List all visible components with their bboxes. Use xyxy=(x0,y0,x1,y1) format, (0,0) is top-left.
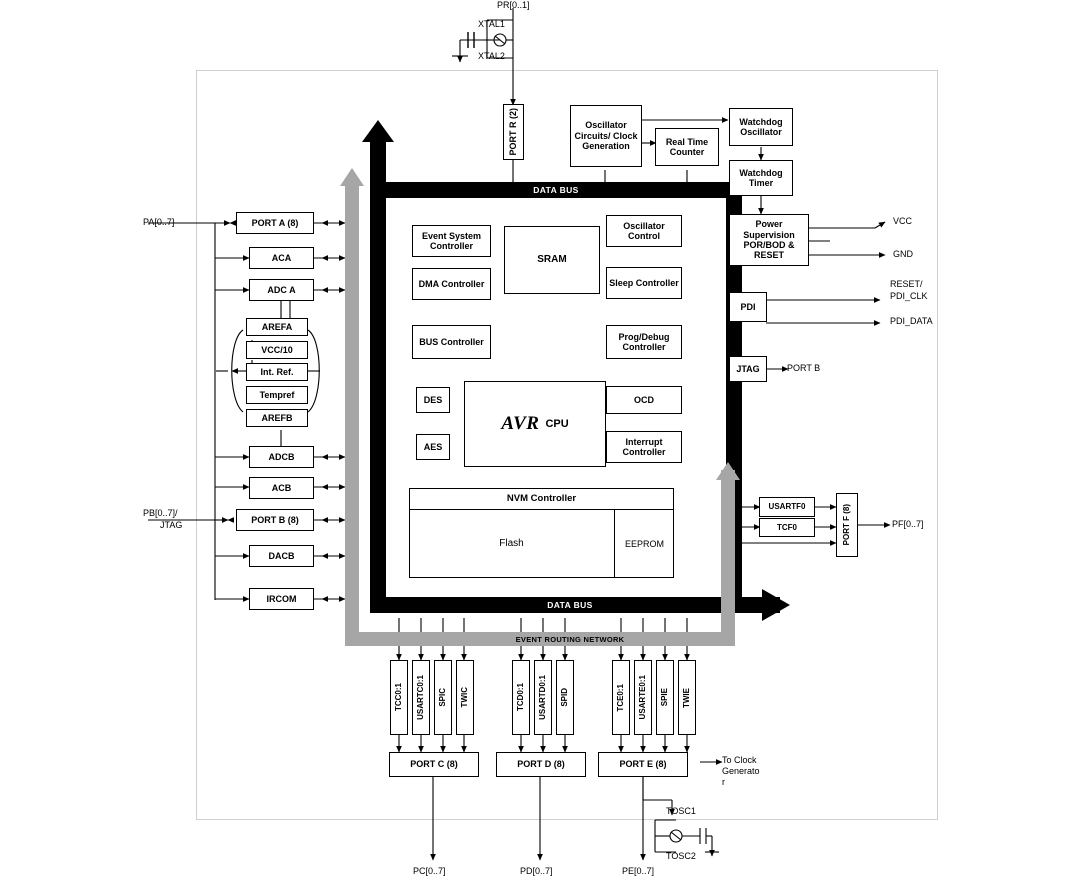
block-twie[interactable] xyxy=(678,660,696,735)
block-twic[interactable] xyxy=(456,660,474,735)
block-avr-cpu[interactable] xyxy=(464,381,606,467)
label-pr01: PR[0..1] xyxy=(497,0,530,10)
label-jtag-pin: JTAG xyxy=(160,520,183,530)
block-adca[interactable]: ADC A xyxy=(249,279,314,301)
block-port-f[interactable] xyxy=(836,493,858,557)
block-port-e[interactable]: PORT E (8) xyxy=(598,752,688,777)
block-tce01-label: TCE0:1 xyxy=(616,683,626,712)
block-tcc01[interactable] xyxy=(390,660,408,735)
label-pd07: PD[0..7] xyxy=(520,866,553,876)
block-spid[interactable] xyxy=(556,660,574,735)
block-twie-label: TWIE xyxy=(682,687,692,708)
block-acb[interactable]: ACB xyxy=(249,477,314,499)
data-bus-left xyxy=(370,135,386,605)
label-xtal2: XTAL2 xyxy=(478,51,505,61)
block-sleep-controller[interactable]: Sleep Controller xyxy=(606,267,682,299)
block-ircom[interactable]: IRCOM xyxy=(249,588,314,610)
block-port-a[interactable]: PORT A (8) xyxy=(236,212,314,234)
block-tcc01-label: TCC0:1 xyxy=(394,683,404,712)
block-ocd[interactable]: OCD xyxy=(606,386,682,414)
label-pf07: PF[0..7] xyxy=(892,519,924,529)
block-power-supervision[interactable]: Power Supervision POR/BOD & RESET xyxy=(729,214,809,266)
block-spid-label: SPID xyxy=(560,688,570,707)
label-reset: RESET/ xyxy=(890,279,923,289)
label-pdi-data: PDI_DATA xyxy=(890,316,933,326)
block-port-d[interactable]: PORT D (8) xyxy=(496,752,586,777)
label-xtal1: XTAL1 xyxy=(478,19,505,29)
data-bus-top-label: DATA BUS xyxy=(533,185,579,195)
block-tempref[interactable]: Tempref xyxy=(246,386,308,404)
label-tosc2: TOSC2 xyxy=(666,851,696,861)
block-flash[interactable]: Flash xyxy=(499,538,524,550)
avr-logo: AVR xyxy=(501,413,540,434)
label-pa07: PA[0..7] xyxy=(143,217,175,227)
block-dacb[interactable]: DACB xyxy=(249,545,314,567)
block-oscillator-circuits[interactable]: Oscillator Circuits/ Clock Generation xyxy=(570,105,642,167)
block-watchdog-timer[interactable]: Watchdog Timer xyxy=(729,160,793,196)
block-usarte01-label: USARTE0:1 xyxy=(638,675,648,720)
data-bus-bottom-label: DATA BUS xyxy=(547,600,593,610)
block-dma-controller[interactable]: DMA Controller xyxy=(412,268,491,300)
block-usartc01[interactable] xyxy=(412,660,430,735)
block-usartc01-label: USARTC0:1 xyxy=(416,675,426,720)
block-nvm-controller[interactable]: NVM Controller xyxy=(409,488,674,510)
block-tcf0[interactable]: TCF0 xyxy=(759,518,815,537)
block-arefb[interactable]: AREFB xyxy=(246,409,308,427)
block-interrupt-controller[interactable]: Interrupt Controller xyxy=(606,431,682,463)
label-pb07: PB[0..7]/ xyxy=(143,508,178,518)
block-twic-label: TWIC xyxy=(460,687,470,708)
block-aes[interactable]: AES xyxy=(416,434,450,460)
cpu-label: CPU xyxy=(545,418,569,430)
block-spie-label: SPIE xyxy=(660,688,670,707)
block-prog-debug-controller[interactable]: Prog/Debug Controller xyxy=(606,325,682,359)
event-routing-network-label: EVENT ROUTING NETWORK xyxy=(515,635,625,644)
block-tcd01-label: TCD0:1 xyxy=(516,683,526,712)
block-pdi[interactable]: PDI xyxy=(729,292,767,322)
label-gnd: GND xyxy=(893,249,913,259)
block-usarte01[interactable] xyxy=(634,660,652,735)
block-watchdog-oscillator[interactable]: Watchdog Oscillator xyxy=(729,108,793,146)
block-usartd01[interactable] xyxy=(534,660,552,735)
block-port-f-label: PORT F (8) xyxy=(842,504,852,546)
block-int-ref[interactable]: Int. Ref. xyxy=(246,363,308,381)
block-jtag[interactable]: JTAG xyxy=(729,356,767,382)
block-port-r-label: PORT R (2) xyxy=(508,108,519,156)
block-port-b[interactable]: PORT B (8) xyxy=(236,509,314,531)
block-real-time-counter[interactable]: Real Time Counter xyxy=(655,128,719,166)
label-pc07: PC[0..7] xyxy=(413,866,446,876)
label-port-b-out: PORT B xyxy=(787,363,821,373)
block-spic[interactable] xyxy=(434,660,452,735)
block-vcc10[interactable]: VCC/10 xyxy=(246,341,308,359)
block-usartd01-label: USARTD0:1 xyxy=(538,675,548,720)
block-port-c[interactable]: PORT C (8) xyxy=(389,752,479,777)
label-pe07: PE[0..7] xyxy=(622,866,655,876)
label-to-clock-generator-cont: r xyxy=(722,777,725,787)
block-aca[interactable]: ACA xyxy=(249,247,314,269)
block-sram[interactable]: SRAM xyxy=(504,226,600,294)
block-tce01[interactable] xyxy=(612,660,630,735)
block-oscillator-control[interactable]: Oscillator Control xyxy=(606,215,682,247)
label-tosc1: TOSC1 xyxy=(666,806,696,816)
block-spie[interactable] xyxy=(656,660,674,735)
block-event-system-controller[interactable]: Event System Controller xyxy=(412,225,491,257)
block-spic-label: SPIC xyxy=(438,688,448,707)
block-arefa[interactable]: AREFA xyxy=(246,318,308,336)
label-pdi-clk: PDI_CLK xyxy=(890,291,928,301)
event-bus-left xyxy=(345,178,359,646)
block-bus-controller[interactable]: BUS Controller xyxy=(412,325,491,359)
block-tcd01[interactable] xyxy=(512,660,530,735)
block-port-r[interactable] xyxy=(503,104,524,160)
label-vcc: VCC xyxy=(893,216,913,226)
block-adcb[interactable]: ADCB xyxy=(249,446,314,468)
block-usartf0[interactable]: USARTF0 xyxy=(759,497,815,517)
block-des[interactable]: DES xyxy=(416,387,450,413)
label-to-clock-generator: To Clock Generato xyxy=(722,755,760,776)
block-eeprom[interactable]: EEPROM xyxy=(614,510,674,578)
event-bus-right xyxy=(721,470,735,646)
